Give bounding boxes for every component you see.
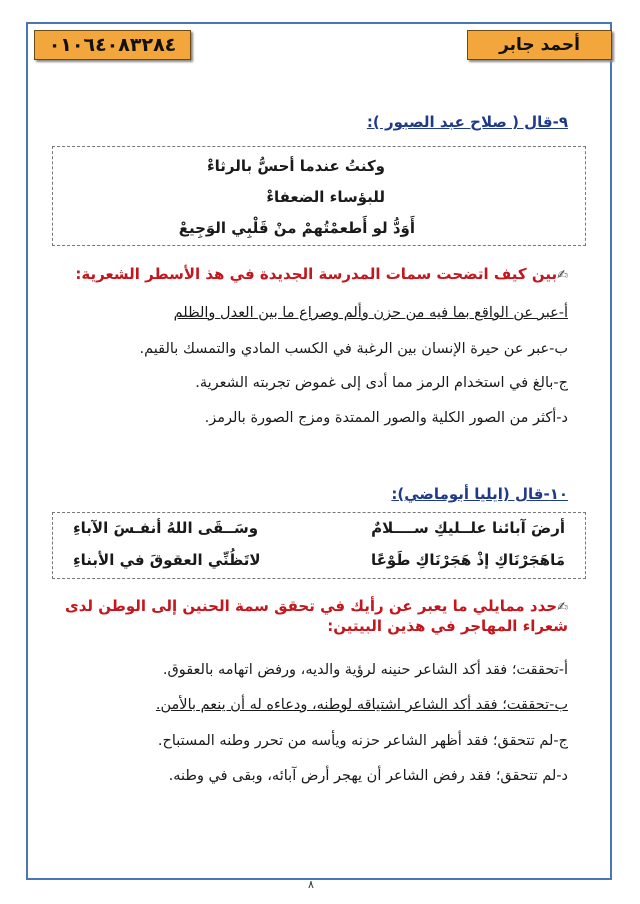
poem-verse-first-half: مَاهَجَرْنَاكِ إذْ هَجَرْنَاكِ طَوْعًا [371,551,565,569]
question-9-instruction [68,265,568,283]
instruction-text: بين كيف اتضحت سمات المدرسة الجديدة في هذ الأسطر الشعرية: [75,265,558,283]
option-b: ب-تحققت؛ فقد أكد الشاعر اشتياقه لوطنه، ودعاءه له أن ينعم بالأمن. [155,697,568,713]
poem-verse-first-half: أرضَ آبائنا علــليكِ ســــلامٌ [371,519,565,537]
pen-icon: ✍ [557,600,568,615]
question-10-instruction [48,597,568,635]
poem-verse-second-half: وسَــقَى اللهُ أنفـسَ الآباءِ [73,519,259,537]
option-d: د-لم تتحقق؛ فقد رفض الشاعر أن يهجر أرض آبائه، وبقى في وطنه. [168,768,568,784]
poem-box-9 [52,146,586,246]
poem-box-10 [52,512,586,579]
author-label: أحمد جابر [467,30,612,60]
phone-label: ٠١٠٦٤٠٨٣٢٨٤ [34,30,191,60]
option-c: ج-بالغ في استخدام الرمز مما أدى إلى غموض تجربته الشعرية. [195,375,568,391]
pen-icon: ✍ [557,268,568,283]
option-a: أ-تحققت؛ فقد أكد الشاعر حنينه لرؤية والديه، ورفض اتهامه بالعقوق. [162,662,568,678]
option-b: ب-عبر عن حيرة الإنسان بين الرغبة في الكسب المادي والتمسك بالقيم. [139,341,568,357]
option-d: د-أكثر من الصور الكلية والصور الممتدة ومزج الصورة بالرمز. [204,410,568,426]
instruction-text-cont: شعراء المهاجر في هذين البيتين: [327,617,568,635]
poem-line: أَوَدُّ لو أَطعمْتُهمْ منْ قَلْبِي الوَجِيعْ [178,219,415,237]
page-number: ٨ [308,878,314,891]
poem-line: وكنتُ عندما أحسُّ بالرثاءْ [207,157,385,175]
question-10-title: ١٠-قال (ايليا أبوماضي): [391,485,568,503]
instruction-text: حدد ممايلي ما يعبر عن رأيك في تحقق سمة الحنين إلى الوطن لدى [64,597,558,615]
poem-line: للبؤساء الضعفاءْ [266,188,385,206]
option-a: أ-عبر عن الواقع بما فيه من حزن وألم وصراع ما بين العدل والظلم [173,305,568,321]
question-9-title: ٩-قال ( صلاح عبد الصبور ): [366,113,568,131]
poem-verse-second-half: لاتَظُنِّي العقوقَ في الأبناءِ [73,551,261,569]
option-c: ج-لم تتحقق؛ فقد أظهر الشاعر حزنه ويأسه من تحرر وطنه المستباح. [157,733,568,749]
